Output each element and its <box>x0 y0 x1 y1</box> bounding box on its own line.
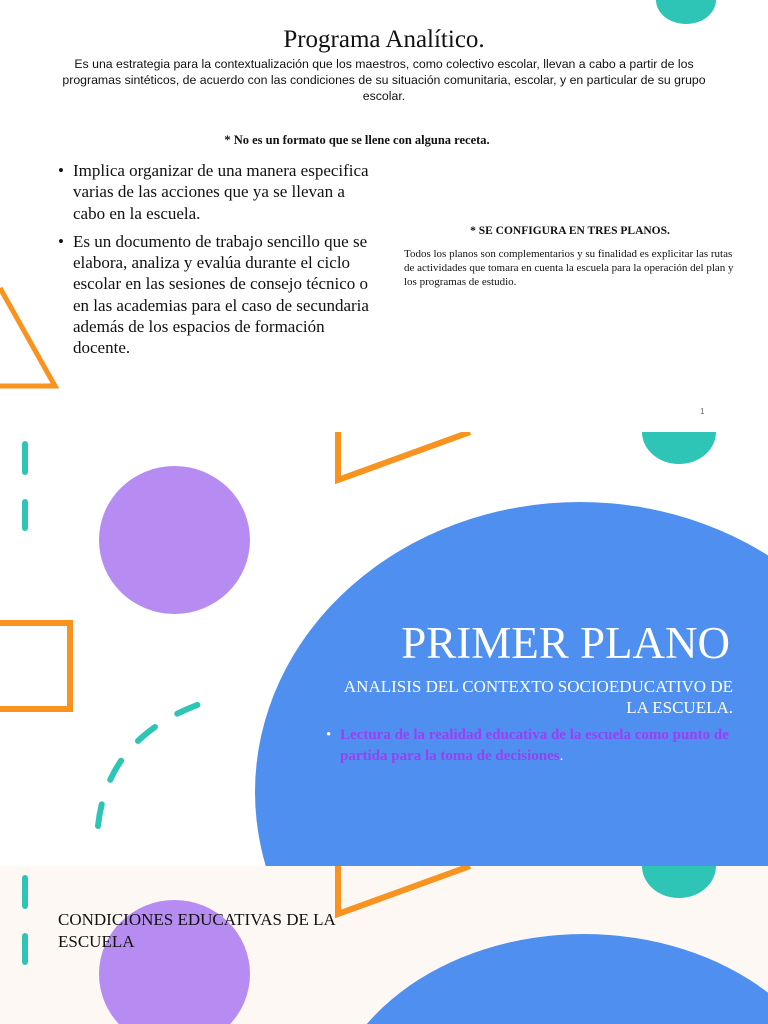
slide-2 <box>0 432 768 866</box>
teal-semicircle-shape <box>656 0 716 24</box>
purple-circle-shape <box>99 466 250 614</box>
bullet-icon: • <box>58 231 64 251</box>
list-item-text: Es un documento de trabajo sencillo que se elabora, analiza y evalúa durante el ciclo escolar en las sesiones de consejo técnico o en las academias para el caso de secundaria además de los espacios de formación docente. <box>73 231 369 358</box>
list-item: • Lectura de la realidad educativa de la escuela como punto de partida para la toma de decisiones. <box>326 727 729 764</box>
list-item-text: Lectura de la realidad educativa de la escuela como punto de partida para la toma de decisiones <box>340 727 729 764</box>
planes-description: Todos los planos son complementarios y su finalidad es explicitar las rutas de actividades que tomara en cuenta la escuela para la operación del plan y los programas de estudio. <box>404 248 734 288</box>
bullet-icon: • <box>58 161 64 180</box>
list-item <box>58 231 376 359</box>
list-item <box>58 160 376 224</box>
teal-dashed-line-shape <box>18 438 32 538</box>
bullet-icon: • <box>326 727 332 743</box>
teal-semicircle-shape <box>642 432 716 464</box>
teal-dashed-curve-shape <box>88 690 228 838</box>
teal-semicircle-shape <box>642 866 716 898</box>
list-item-text: Implica organizar de una manera especifica varias de las acciones que ya se llevan a cabo en la escuela. <box>73 161 369 223</box>
section-title: PRIMER PLANO <box>401 618 730 668</box>
planes-heading: * SE CONFIGURA EN TRES PLANOS. <box>470 225 670 237</box>
definition-text: Es una estrategia para la contextualización que los maestros, como colectivo escolar, llevan a cabo a partir de los programas sintéticos, de acuerdo con las condiciones de su situación comunitaria, escolar, y en particular de su grupo escolar. <box>62 57 706 103</box>
slide-3 <box>0 866 768 1024</box>
orange-triangle-outline-shape <box>330 432 480 487</box>
teal-dashed-line-shape <box>18 872 32 972</box>
orange-triangle-outline-shape <box>0 280 62 392</box>
note-text: * No es un formato que se llene con alguna receta. <box>224 133 490 147</box>
section-title: CONDICIONES EDUCATIVAS DE LA ESCUELA <box>58 910 335 951</box>
slide-1 <box>0 0 768 432</box>
page-number: 1 <box>700 407 705 416</box>
section-subtitle: ANALISIS DEL CONTEXTO SOCIOEDUCATIVO DE LA ESCUELA. <box>343 677 733 717</box>
blue-circle-shape <box>324 934 768 1024</box>
bullet-list <box>58 160 376 366</box>
orange-square-outline-shape <box>0 620 76 714</box>
page-title: Programa Analítico. <box>283 26 485 53</box>
